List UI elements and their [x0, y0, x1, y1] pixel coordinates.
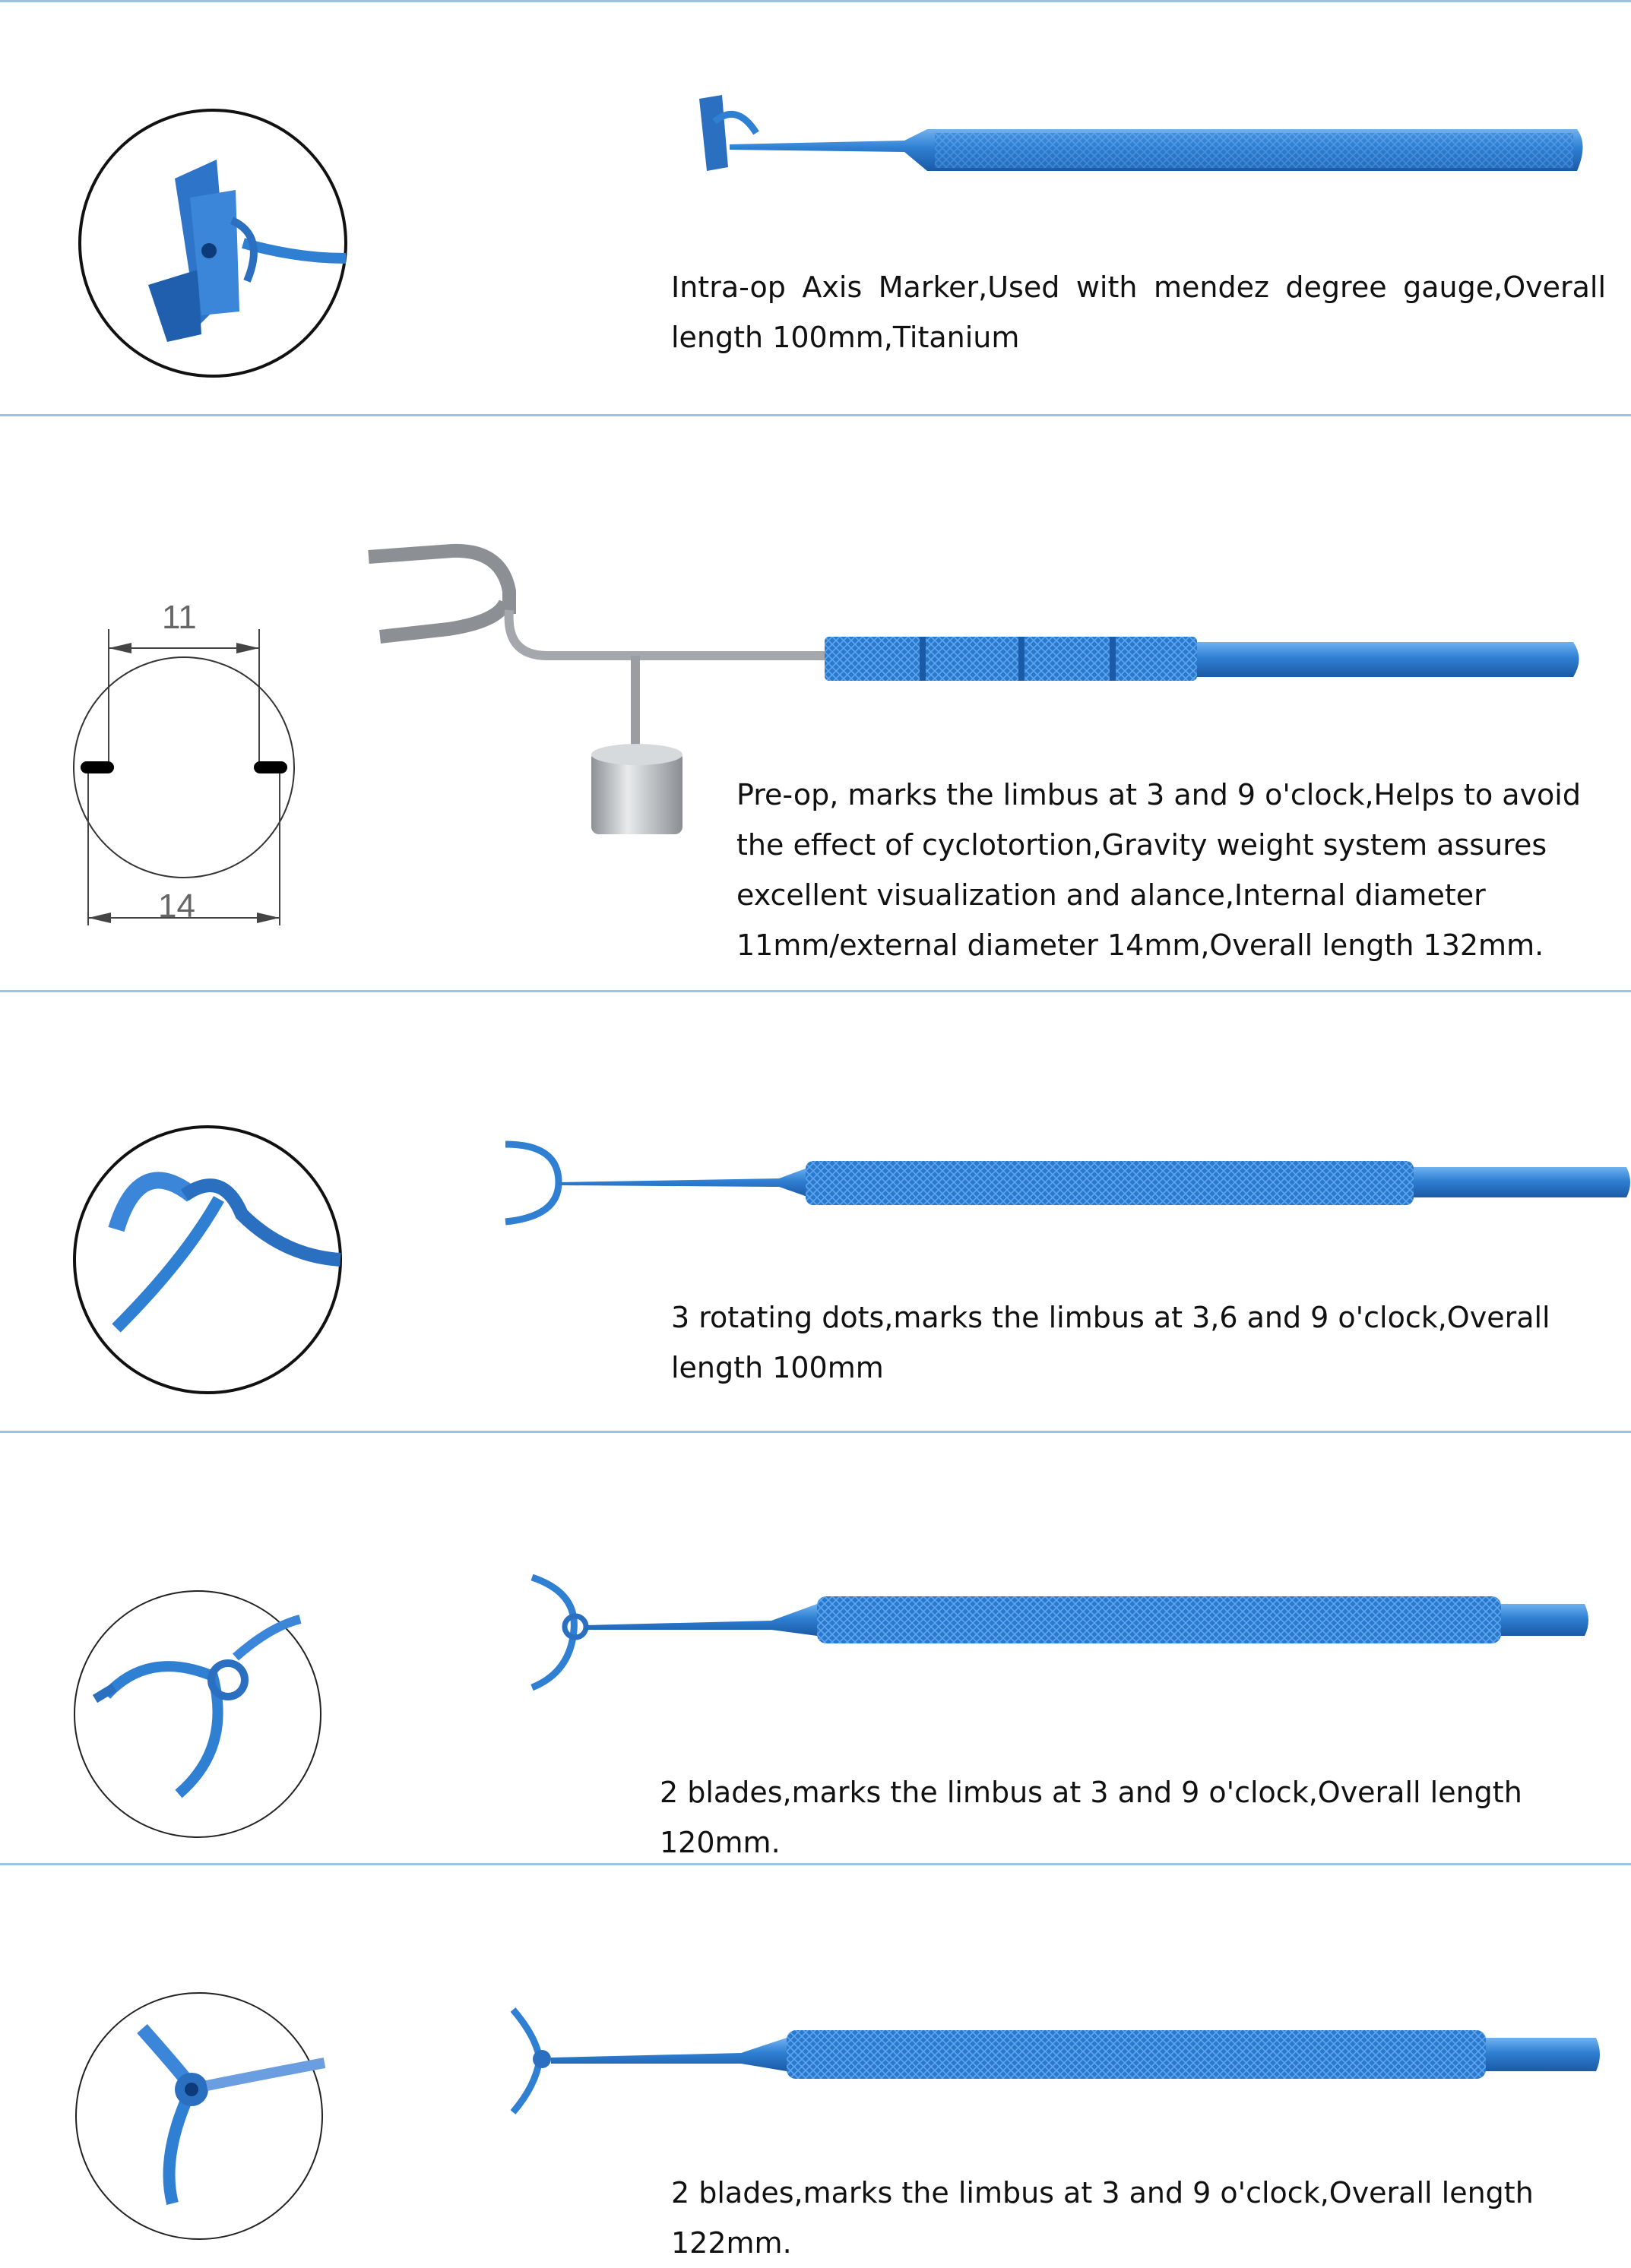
product-three-dot-marker: [0, 992, 1631, 1431]
two-blade-marker-closeup-b-icon: [74, 1991, 325, 2241]
three-dot-marker-closeup-icon: [71, 1123, 344, 1397]
product-description: Pre-op, marks the limbus at 3 and 9 o'clock,Helps to avoid the effect of cyclotortion,Gravity weight system assures excellent visualization and alance,Internal diameter 11mm/external diameter 14mm,Overall length 132mm.: [736, 778, 1581, 962]
toric-marker-diagram-icon: [67, 599, 302, 963]
product-description: 2 blades,marks the limbus at 3 and 9 o'clock,Overall length 122mm.: [671, 2176, 1534, 2260]
axis-marker-instrument-icon: [684, 80, 1596, 186]
inner-diameter-label: 11: [162, 599, 197, 636]
three-dot-marker-instrument-icon: [498, 1137, 1623, 1228]
product-toric-marker: [0, 416, 1631, 990]
product-description: 3 rotating dots,marks the limbus at 3,6 and 9 o'clock,Overall length 100mm: [671, 1301, 1550, 1384]
product-description: 2 blades,marks the limbus at 3 and 9 o'clock,Overall length 120mm.: [660, 1776, 1522, 1859]
two-blade-marker-b-instrument-icon: [505, 2006, 1607, 2120]
product-two-blade-marker-122: [0, 1865, 1631, 2260]
outer-diameter-label: 14: [158, 887, 195, 925]
product-two-blade-marker-120: [0, 1433, 1631, 1863]
two-blade-marker-closeup-icon: [72, 1589, 323, 1839]
two-blade-marker-instrument-icon: [513, 1574, 1607, 1688]
axis-marker-closeup-icon: [76, 106, 350, 380]
product-description: Intra-op Axis Marker,Used with mendez degree gauge,Overall length 100mm,Titanium: [671, 270, 1606, 354]
product-axis-marker: [0, 0, 1631, 414]
